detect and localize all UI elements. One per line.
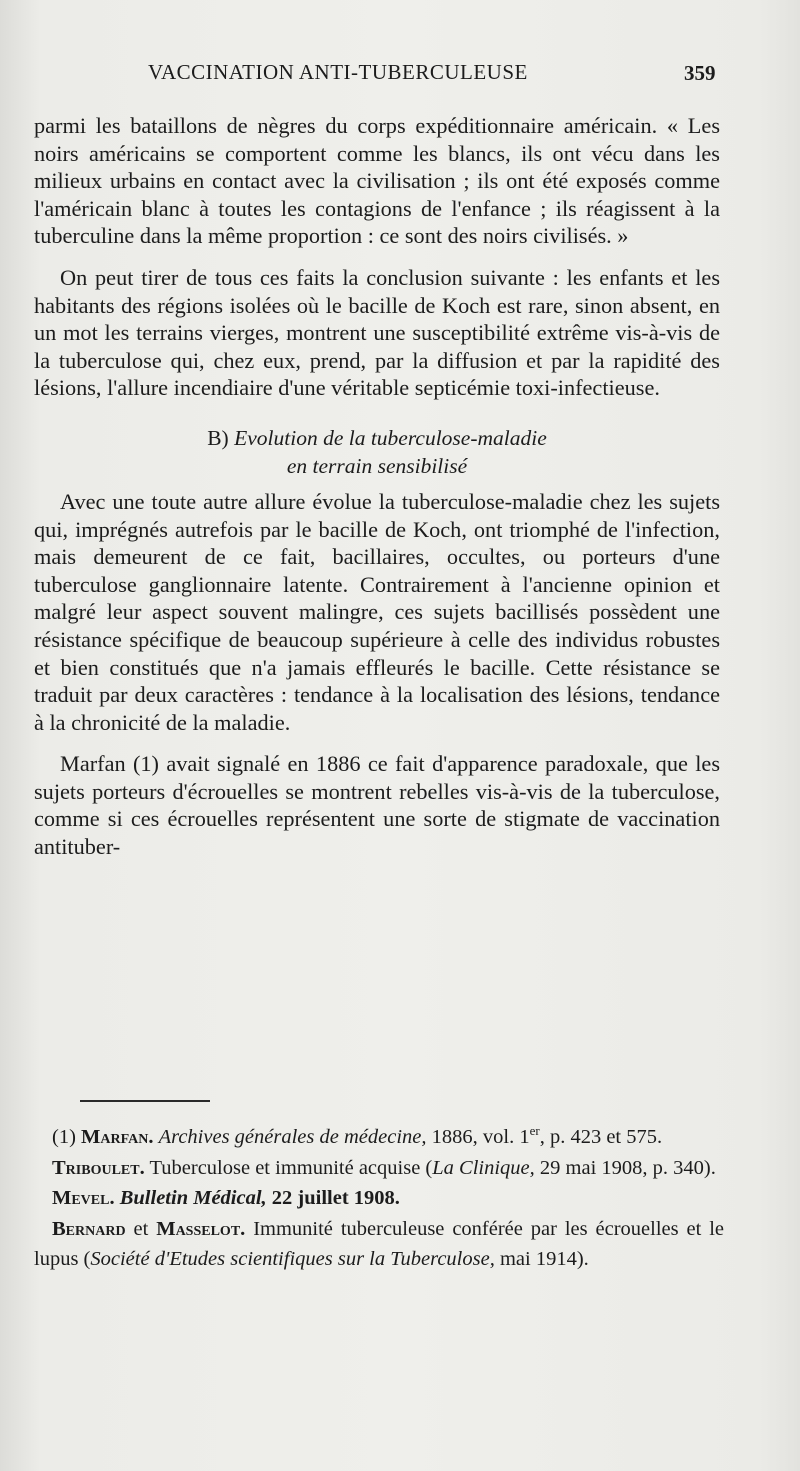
footnote-1-author: Marfan. [81,1126,154,1148]
paragraph-3: Avec une toute autre allure évolue la tuberculose-maladie chez les sujets qui, imprégnés autrefois par le bacille de Koch, ont triomphé de l'infection, mais demeurent de ce fait, bacillaires, occultes, ou porteurs d'une tuberculose ganglionnaire latente. Contrairement à l'ancienne opinion et malgré leur aspect souvent malingre, ces sujets bacillisés possèdent une résistance spécifique de beaucoup supérieure à celle des individus robustes et bien constitués que n'a jamais effleurés le bacille. Cette résistance se traduit par deux caractères : tendance à la localisation des lésions, tendance à la chronicité de la maladie. [34,488,720,735]
footnote-1-title: Archives générales de médecine, [158,1126,427,1148]
paragraph-4: Marfan (1) avait signalé en 1886 ce fait d'apparence paradoxale, que les sujets porteurs d'écrouelles se montrent rebelles vis-à-vis de la tuberculose, comme si ces écrouelles représentent une sorte de stigmate de vaccination antituber- [34,751,720,860]
footnote-1-marker: (1) [52,1126,76,1148]
footnote-1 [34,1122,724,1153]
page-number: 359 [684,61,716,85]
footnote-2-author: Triboulet. [52,1156,145,1179]
footnote-4-journal: Société d'Etudes scientifiques sur la Tuberculose, [90,1248,495,1270]
footnote-1-pages: , p. 423 et 575. [539,1126,663,1148]
footnote-1-volume: 1886, vol. 1 [431,1126,530,1148]
footnote-2-date: 29 mai 1908, p. 340). [539,1156,716,1179]
section-title-line1: Evolution de la tuberculose-maladie [234,425,547,450]
page-header [0,60,800,94]
footnote-3-date: 22 juillet 1908. [271,1187,400,1209]
paragraph-2: On peut tirer de tous ces faits la conclusion suivante : les enfants et les habitants des régions isolées où le bacille de Koch est rare, sinon absent, en un mot les terrains vierges, montrent une susceptibilité extrême vis-à-vis de la tuberculose qui, chez eux, prend, par la diffusion et par la rapidité des lésions, l'allure incendiaire d'une véritable septicémie toxi-infectieuse. [34,264,720,401]
footnote-4-author-2: Masselot. [156,1217,246,1240]
footnotes [34,1122,724,1275]
footnote-4-date: mai 1914). [499,1248,589,1270]
footnote-2-journal: La Clinique, [432,1156,535,1179]
section-title-line2: en terrain sensibilisé [286,453,468,478]
section-label: B) [207,425,229,450]
running-title: VACCINATION ANTI-TUBERCULEUSE [148,60,528,84]
footnote-4-text: Immunité tuberculeuse conférée par les écrouelles et le lupus ( [34,1217,725,1270]
footnote-4 [34,1214,724,1275]
footnote-divider [80,1100,210,1102]
section-heading [34,424,720,480]
main-text [34,112,720,861]
footnote-3-journal: Bulletin Médical, [119,1187,267,1209]
footnote-3 [34,1183,724,1214]
footnote-4-author-1: Bernard [52,1217,126,1240]
paragraph-1: parmi les bataillons de nègres du corps expéditionnaire américain. « Les noirs américains se comportent comme les blancs, ils ont vécu dans les milieux urbains en contact avec la civilisation ; ils ont été exposés comme l'américain blanc à toutes les contagions de l'enfance ; ils réagissent à la tuberculine dans la même proportion : ce sont des noirs civilisés. » [34,113,720,249]
footnote-4-and: et [133,1217,149,1240]
footnote-2-text: Tuberculose et immunité acquise ( [149,1156,433,1179]
footnote-1-sup: er [529,1123,540,1139]
footnote-3-author: Mevel. [52,1187,115,1209]
footnote-2 [34,1153,724,1184]
